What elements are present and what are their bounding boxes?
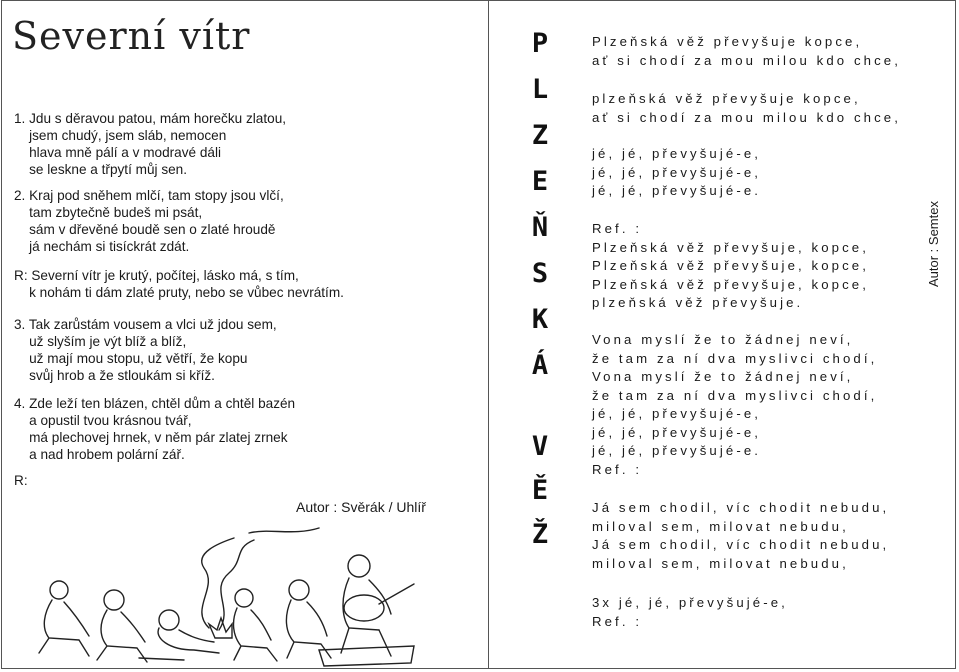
vertical-title-letter: Ň [531,212,549,243]
refrain: R: Severní vítr je krutý, počítej, lásko má, s tím, k nohám ti dám zlaté pruty, nebo se vůbec nevrátím. [14,268,344,300]
campfire-sketch-illustration [19,518,419,668]
verse-3: 3. Tak zarůstám vousem a vlci už jdou sem, už slyším je výt blíž a blíž, už mají mou stopu, už větří, že kopu svůj hrob a že stloukám si kříž. [14,317,277,383]
vertical-title-letter: P [531,28,549,59]
refrain-marker: R: [14,473,28,488]
vertical-title-letter: Z [531,120,549,151]
vertical-title-letter: Ž [531,519,549,550]
lyrics-block-5: Já sem chodil, víc chodit nebudu, miloval sem, milovat nebudu, Já sem chodil, víc chodit nebudu, miloval sem, milovat nebudu, [592,500,890,571]
vertical-title-letter: L [531,74,549,105]
lyrics-ending: 3x jé, jé, převyšujé-e, Ref. : [592,595,788,629]
verse-2: 2. Kraj pod sněhem mlčí, tam stopy jsou vlčí, tam zbytečně budeš mi psát, sám v dřevěné boudě sen o zlaté hroudě já nechám si tisíckrát zdát. [14,188,284,254]
page-divider [488,0,489,669]
vertical-title-letter: Á [531,350,549,381]
vertical-title-letter: K [531,304,549,335]
lyrics-block-1: Plzeňská věž převyšuje kopce, ať si chodí za mou milou kdo chce, [592,34,901,68]
author-plzenska-vez: Autor : Semtex [926,201,941,287]
verse-1: 1. Jdu s děravou patou, mám horečku zlatou, jsem chudý, jsem sláb, nemocen hlava mně pálí a v modravé dáli se leskne a třpytí můj sen. [14,111,287,177]
verse-4: 4. Zde leží ten blázen, chtěl dům a chtěl bazén a opustil tvou krásnou tvář, má plechovej hrnek, v něm pár zlatej zrnek a nad hrobem polární zář. [14,396,296,462]
lyrics-block-2: plzeňská věž převyšuje kopce, ať si chodí za mou milou kdo chce, [592,91,901,125]
lyrics-refrain: Ref. : Plzeňská věž převyšuje, kopce, Plzeňská věž převyšuje, kopce, Plzeňská věž převyšuje, kopce, plzeňská věž převyšuje. [592,221,869,310]
vertical-title-letter: V [531,431,549,462]
author-severni-vitr: Autor : Svěrák / Uhlíř [296,499,426,515]
vertical-title-letter: Ě [531,475,549,506]
vertical-title-letter: E [531,166,549,197]
lyrics-block-4: Vona myslí že to žádnej neví, že tam za ní dva myslivci chodí, Vona myslí že to žádnej neví, že tam za ní dva myslivci chodí, jé, jé, převyšujé-e, jé, jé, převyšujé-e, jé, jé, převyšujé-e. Ref. : [592,332,878,477]
song-title-severni-vitr: Severní vítr [12,14,251,58]
vertical-title-letter: S [531,258,549,289]
lyrics-block-3: jé, jé, převyšujé-e, jé, jé, převyšujé-e, jé, jé, převyšujé-e. [592,146,762,198]
